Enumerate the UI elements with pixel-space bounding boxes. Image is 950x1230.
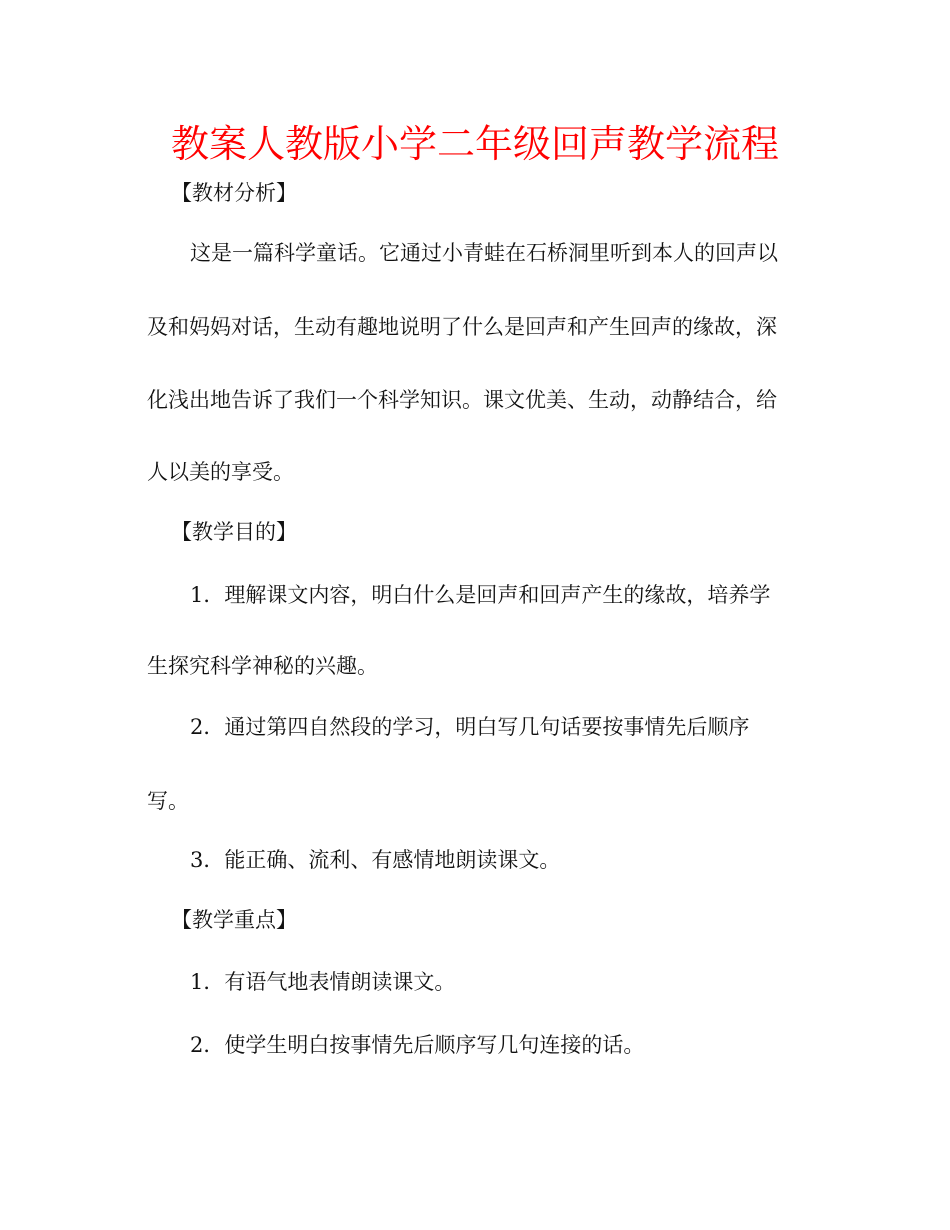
section-heading-key-points: 【教学重点】	[171, 908, 297, 932]
paragraph-line: 化浅出地告诉了我们一个科学知识。课文优美、生动，动静结合，给	[147, 388, 777, 412]
list-item-line: 写。	[147, 789, 189, 813]
paragraph-line: 这是一篇科学童话。它通过小青蛙在石桥洞里听到本人的回声以	[190, 241, 778, 265]
section-heading-analysis: 【教材分析】	[171, 181, 297, 205]
list-item-line: 2．使学生明白按事情先后顺序写几句连接的话。	[190, 1033, 645, 1057]
section-heading-objectives: 【教学目的】	[171, 520, 297, 544]
document-title: 教案人教版小学二年级回声教学流程	[170, 122, 779, 166]
list-item-line: 2．通过第四自然段的学习，明白写几句话要按事情先后顺序	[190, 715, 750, 739]
list-item-line: 1．有语气地表情朗读课文。	[190, 970, 456, 994]
list-item-line: 1．理解课文内容，明白什么是回声和回声产生的缘故，培养学	[190, 583, 771, 607]
list-item-line: 生探究科学神秘的兴趣。	[147, 654, 378, 678]
list-item-line: 3．能正确、流利、有感情地朗读课文。	[190, 848, 561, 872]
paragraph-line: 人以美的享受。	[147, 460, 294, 484]
paragraph-line: 及和妈妈对话，生动有趣地说明了什么是回声和产生回声的缘故，深	[147, 315, 777, 339]
